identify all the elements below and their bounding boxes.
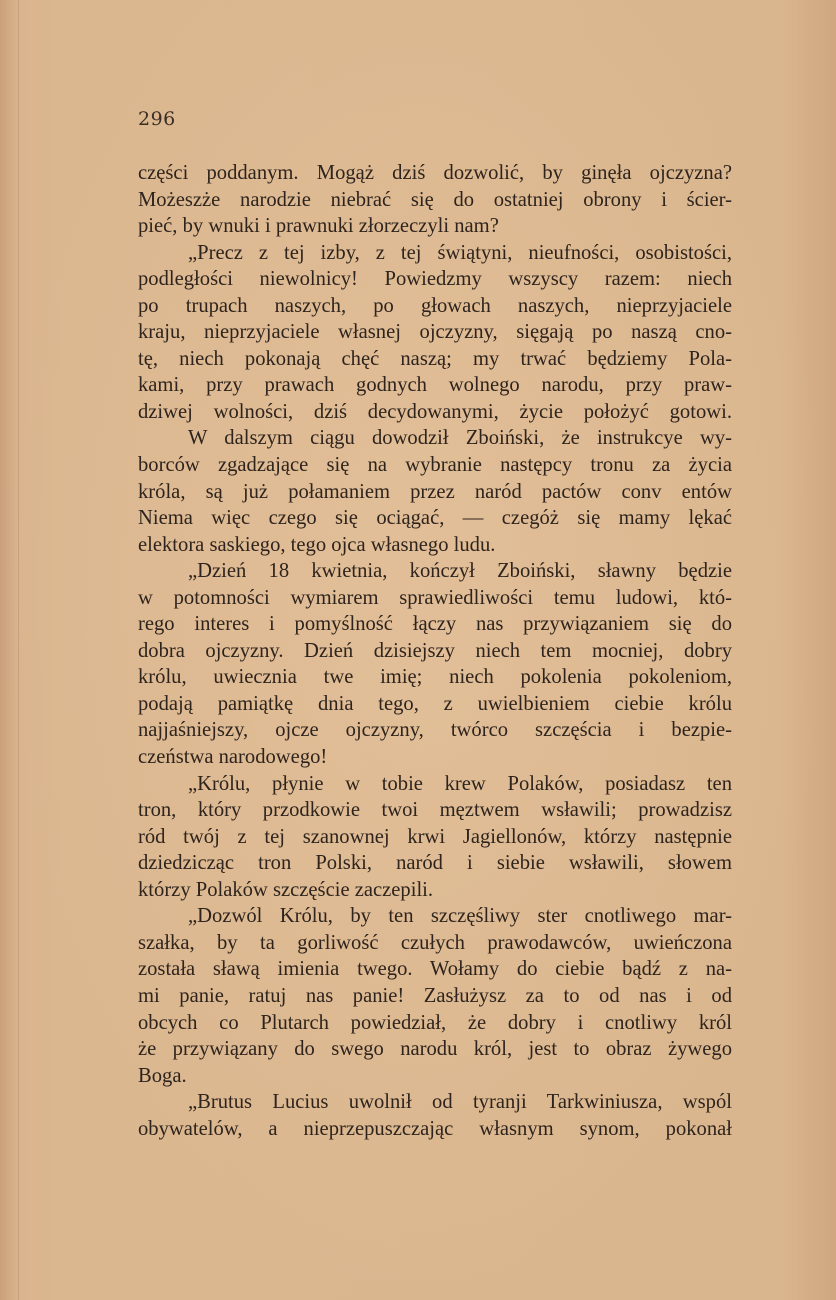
text-line: tron, który przodkowie twoi męztwem wsławili; prowadzisz	[138, 799, 732, 822]
text-line: Boga.	[138, 1064, 187, 1087]
text-line: dziedzicząc tron Polski, naród i siebie wsławili, słowem	[138, 852, 732, 875]
text-line: tę, niech pokonają chęć naszą; my trwać będziemy Pola-	[138, 347, 732, 370]
text-line: Niema więc czego się ociągać, — czegóż się mamy lękać	[138, 507, 732, 530]
text-line: obcych co Plutarch powiedział, że dobry i cnotliwy król	[138, 1011, 732, 1034]
body-text	[138, 160, 732, 1142]
text-line: kami, przy prawach godnych wolnego narodu, przy praw-	[138, 374, 732, 397]
text-line: Możeszże narodzie niebrać się do ostatniej obrony i ścier-	[138, 188, 732, 211]
text-line: borców zgadzające się na wybranie następcy tronu za życia	[138, 454, 732, 477]
text-line: „Dozwól Królu, by ten szczęśliwy ster cnotliwego mar-	[188, 905, 732, 928]
text-line: rego interes i pomyślność łączy nas przywiązaniem się do	[138, 613, 732, 636]
text-line: „Dzień 18 kwietnia, kończył Zboiński, sławny będzie	[188, 560, 732, 583]
text-line: elektora saskiego, tego ojca własnego ludu.	[138, 533, 496, 556]
text-line: szałka, by ta gorliwość czułych prawodawców, uwieńczona	[138, 931, 732, 954]
text-line: po trupach naszych, po głowach naszych, nieprzyjaciele	[138, 294, 732, 317]
text-line: czeństwa narodowego!	[138, 746, 328, 769]
page-fold-line	[18, 0, 19, 1300]
text-line: kraju, nieprzyjaciele własnej ojczyzny, sięgają po naszą cno-	[138, 321, 732, 344]
text-line: dziwej wolności, dziś decydowanymi, życie położyć gotowi.	[138, 400, 732, 423]
text-line: podają pamiątkę dnia tego, z uwielbieniem ciebie królu	[138, 692, 732, 715]
text-line: że przywiązany do swego narodu król, jest to obraz żywego	[138, 1038, 732, 1061]
text-line: pieć, by wnuki i prawnuki złorzeczyli nam?	[138, 215, 499, 238]
text-line: „Brutus Lucius uwolnił od tyranji Tarkwiniusza, wspól	[188, 1091, 732, 1114]
text-line: części poddanym. Mogąż dziś dozwolić, by ginęła ojczyzna?	[138, 162, 732, 184]
text-line: W dalszym ciągu dowodził Zboiński, że instrukcye wy-	[188, 427, 732, 450]
text-line: „Królu, płynie w tobie krew Polaków, posiadasz ten	[188, 772, 732, 795]
text-line: ród twój z tej szanownej krwi Jagiellonów, którzy następnie	[138, 825, 732, 848]
text-line: „Precz z tej izby, z tej świątyni, nieufności, osobistości,	[188, 241, 732, 264]
page-number: 296	[138, 108, 176, 130]
text-line: którzy Polaków szczęście zaczepili.	[138, 878, 434, 901]
text-line: królu, uwiecznia twe imię; niech pokolenia pokoleniom,	[138, 666, 732, 689]
text-line: dobra ojczyzny. Dzień dzisiejszy niech tem mocniej, dobry	[138, 639, 732, 662]
text-line: podległości niewolnicy! Powiedzmy wszyscy razem: niech	[138, 268, 732, 291]
text-line: została sławą imienia twego. Wołamy do ciebie bądź z na-	[138, 958, 732, 981]
text-line: obywatelów, a nieprzepuszczając własnym synom, pokonał	[138, 1117, 732, 1140]
text-line: w potomności wymiarem sprawiedliwości temu ludowi, któ-	[138, 586, 732, 609]
text-line: króla, są już połamaniem przez naród pactów conv entów	[138, 480, 732, 503]
text-line: najjaśniejszy, ojcze ojczyzny, twórco szczęścia i bezpie-	[138, 719, 732, 742]
text-line: mi panie, ratuj nas panie! Zasłużysz za to od nas i od	[138, 984, 732, 1007]
